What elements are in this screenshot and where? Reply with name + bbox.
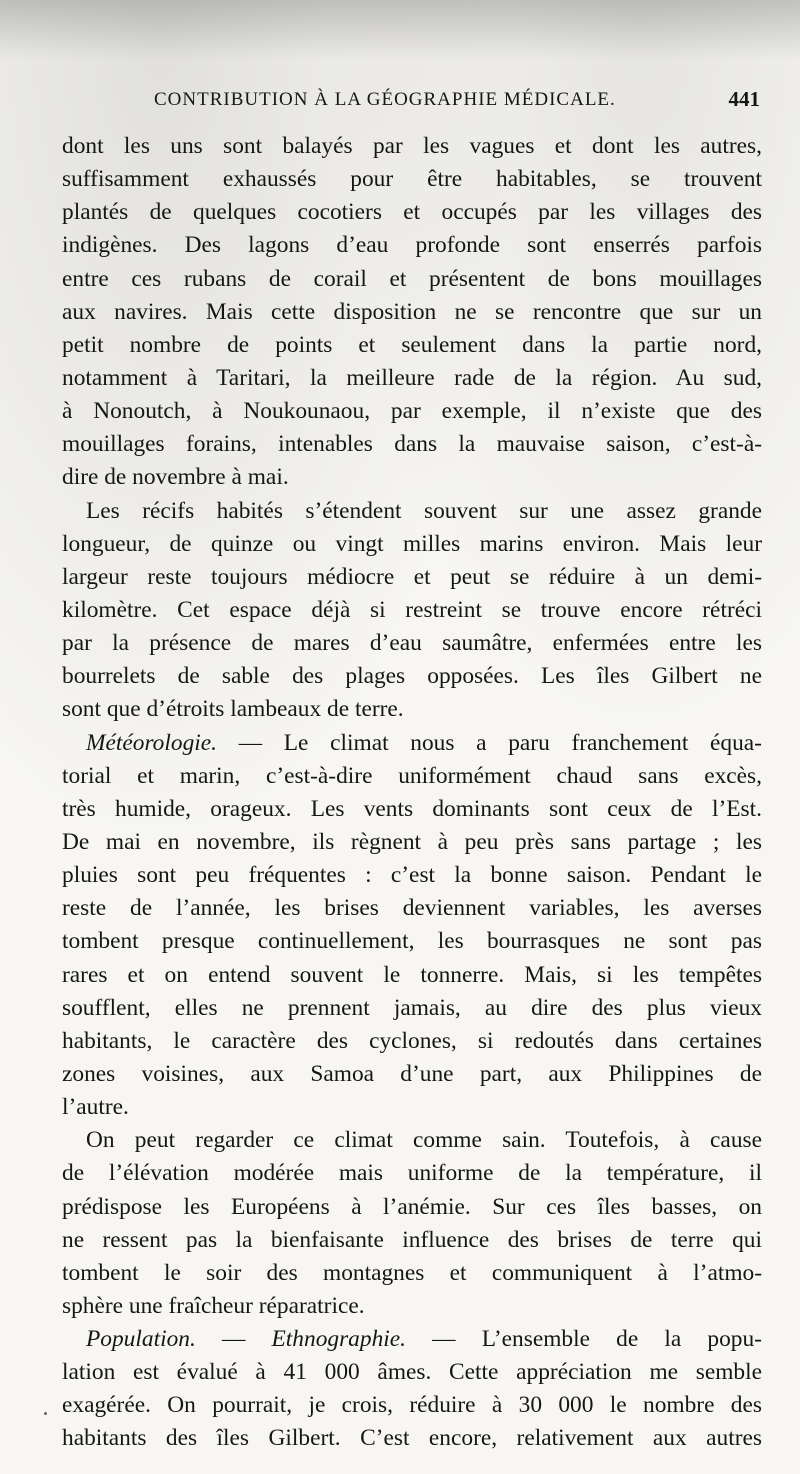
- text-line: rares et on entend souvent le tonnerre. Mais, si les tempêtes: [62, 961, 762, 988]
- text-line: suffisamment exhaussés pour être habitables, se trouvent: [62, 166, 762, 193]
- section-heading-meteorologie: Météorologie.: [86, 729, 217, 756]
- text-line: De mai en novembre, ils règnent à peu près sans partage ; les: [62, 828, 762, 855]
- text-line: mouillages forains, intenables dans la mauvaise saison, c’est-à-: [62, 431, 762, 458]
- text-line: par la présence de mares d’eau saumâtre, enfermées entre les: [62, 630, 762, 657]
- text-line-segment: — L’ensemble de la popu-: [432, 1326, 762, 1353]
- text-line: bourrelets de sable des plages opposées. Les îles Gilbert ne: [62, 663, 762, 690]
- text-line: ne ressent pas la bienfaisante influence des brises de terre qui: [62, 1226, 762, 1253]
- text-line: dont les uns sont balayés par les vagues et dont les autres,: [62, 133, 762, 159]
- heading-separator: —: [221, 1326, 246, 1353]
- text-line: reste de l’année, les brises deviennent variables, les averses: [62, 895, 762, 922]
- text-line: exagérée. On pourrait, je crois, réduire à 30 000 le nombre des: [62, 1392, 762, 1419]
- text-line: sphère une fraîcheur réparatrice.: [62, 1292, 365, 1319]
- text-line: entre ces rubans de corail et présentent de bons mouillages: [62, 265, 762, 292]
- text-line: très humide, orageux. Les vents dominants sont ceux de l’Est.: [62, 795, 762, 822]
- running-title: CONTRIBUTION À LA GÉOGRAPHIE MÉDICALE.: [154, 89, 616, 110]
- text-line: petit nombre de points et seulement dans la partie nord,: [62, 331, 762, 358]
- text-line: zones voisines, aux Samoa d’une part, aux Philippines de: [62, 1060, 762, 1087]
- text-line: plantés de quelques cocotiers et occupés par les villages des: [62, 199, 762, 226]
- text-line: lation est évalué à 41 000 âmes. Cette appréciation me semble: [62, 1359, 762, 1386]
- text-line: notamment à Taritari, la meilleure rade de la région. Au sud,: [62, 364, 762, 391]
- text-line: largeur reste toujours médiocre et peut se réduire à un demi-: [62, 563, 762, 590]
- text-line: indigènes. Des lagons d’eau profonde sont enserrés parfois: [62, 232, 762, 259]
- text-line: soufflent, elles ne prennent jamais, au dire des plus vieux: [62, 994, 762, 1021]
- text-line: tombent presque continuellement, les bourrasques ne sont pas: [62, 928, 762, 955]
- text-line: l’autre.: [62, 1094, 129, 1121]
- text-line: longueur, de quinze ou vingt milles marins environ. Mais leur: [62, 530, 762, 557]
- scan-top-edge: [0, 0, 800, 60]
- text-line: de l’élévation modérée mais uniforme de la température, il: [62, 1160, 762, 1187]
- margin-speck: [44, 1412, 47, 1415]
- text-line-segment: — Le climat nous a paru franchement équa-: [238, 729, 762, 756]
- text-line: aux navires. Mais cette disposition ne se rencontre que sur un: [62, 298, 762, 325]
- running-head: [62, 89, 762, 119]
- text-line: dire de novembre à mai.: [62, 464, 289, 491]
- text-line: sont que d’étroits lambeaux de terre.: [62, 696, 404, 723]
- text-line: habitants des îles Gilbert. C’est encore, relativement aux autres: [62, 1425, 762, 1452]
- text-line-with-heading: [62, 727, 762, 760]
- text-line: pluies sont peu fréquentes : c’est la bonne saison. Pendant le: [62, 862, 762, 889]
- text-line: torial et marin, c’est-à-dire uniformément chaud sans excès,: [62, 762, 762, 789]
- text-line: kilomètre. Cet espace déjà si restreint se trouve encore rétréci: [62, 596, 762, 623]
- text-line-with-heading: [62, 1323, 762, 1356]
- text-line: habitants, le caractère des cyclones, si redoutés dans certaines: [62, 1027, 762, 1054]
- page-number: 441: [728, 87, 760, 111]
- text-line: à Nonoutch, à Noukounaou, par exemple, il n’existe que des: [62, 398, 762, 425]
- section-heading-ethnographie: Ethnographie.: [271, 1326, 407, 1353]
- text-line: prédispose les Européens à l’anémie. Sur ces îles basses, on: [62, 1193, 762, 1220]
- text-line: On peut regarder ce climat comme sain. Toutefois, à cause: [86, 1127, 762, 1154]
- text-line: tombent le soir des montagnes et communiquent à l’atmo-: [62, 1259, 762, 1286]
- body-text: [62, 130, 762, 1456]
- text-line: Les récifs habités s’étendent souvent sur une assez grande: [86, 497, 762, 524]
- section-heading-population: Population.: [86, 1326, 196, 1353]
